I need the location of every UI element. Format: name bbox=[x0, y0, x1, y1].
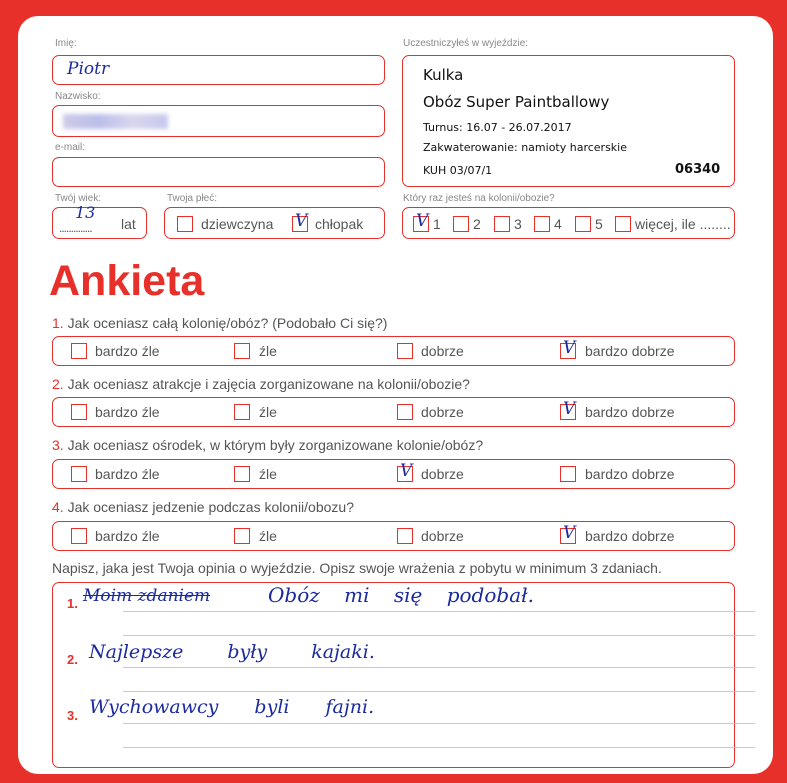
q3-check-mark: V bbox=[400, 461, 413, 481]
q2-zle-label: źle bbox=[259, 404, 277, 420]
q3-bardzo-zle-checkbox[interactable] bbox=[71, 466, 87, 482]
age-value: 13 bbox=[75, 203, 96, 222]
gender-girl-label: dziewczyna bbox=[201, 216, 274, 232]
visit-count-label: Który raz jesteś na kolonii/obozie? bbox=[403, 193, 555, 204]
q2-bardzo-zle-checkbox[interactable] bbox=[71, 404, 87, 420]
sentence-1-text: Obóz mi się podobał. bbox=[268, 583, 534, 607]
q3-zle-checkbox[interactable] bbox=[234, 466, 250, 482]
visit-more-checkbox[interactable] bbox=[615, 216, 631, 232]
sentence-3-text: Wychowawcy byli fajni. bbox=[89, 696, 375, 718]
trip-camp: Obóz Super Paintballowy bbox=[423, 93, 610, 111]
q3-zle-label: źle bbox=[259, 466, 277, 482]
question-4-options bbox=[52, 521, 735, 551]
age-field[interactable] bbox=[52, 203, 147, 239]
sentence-3-number: 3. bbox=[67, 708, 78, 723]
visit-3-label: 3 bbox=[514, 216, 522, 232]
q1-dobrze-checkbox[interactable] bbox=[397, 343, 413, 359]
trip-number: 06340 bbox=[675, 162, 721, 177]
gender-label: Twoja płeć: bbox=[167, 193, 218, 204]
q1-zle-checkbox[interactable] bbox=[234, 343, 250, 359]
q4-bardzo-dobrze-checkbox[interactable] bbox=[560, 523, 576, 544]
q2-dobrze-checkbox[interactable] bbox=[397, 404, 413, 420]
question-1-number: 1. bbox=[52, 315, 64, 331]
surname-field[interactable] bbox=[52, 105, 385, 137]
q4-dobrze-label: dobrze bbox=[421, 528, 464, 544]
question-4-number: 4. bbox=[52, 499, 64, 515]
visit-4-label: 4 bbox=[554, 216, 562, 232]
question-3-number: 3. bbox=[52, 437, 64, 453]
opinion-prompt: Napisz, jaka jest Twoja opinia o wyjeździe. Opisz swoje wrażenia z pobytu w minimum 3 zdaniach. bbox=[52, 560, 662, 576]
question-1-options bbox=[52, 336, 735, 366]
q1-dobrze-label: dobrze bbox=[421, 343, 464, 359]
visit-5-checkbox[interactable] bbox=[575, 216, 591, 232]
q3-dobrze-checkbox[interactable] bbox=[397, 461, 413, 482]
opinion-line-3 bbox=[123, 723, 755, 724]
opinion-line-1 bbox=[123, 611, 755, 612]
redacted-surname-blur bbox=[63, 114, 168, 129]
visit-1-label: 1 bbox=[433, 216, 441, 232]
question-1-label: Jak oceniasz całą kolonię/obóz? (Podobało Ci się?) bbox=[67, 315, 388, 331]
q4-bardzo-zle-checkbox[interactable] bbox=[71, 528, 87, 544]
q2-bardzo-dobrze-label: bardzo dobrze bbox=[585, 404, 675, 420]
q2-zle-checkbox[interactable] bbox=[234, 404, 250, 420]
q1-bardzo-dobrze-label: bardzo dobrze bbox=[585, 343, 675, 359]
q4-bardzo-zle-label: bardzo źle bbox=[95, 528, 160, 544]
sentence-2-text: Najlepsze były kajaki. bbox=[89, 641, 375, 663]
q1-bardzo-dobrze-checkbox[interactable] bbox=[560, 338, 576, 359]
visit-3-checkbox[interactable] bbox=[494, 216, 510, 232]
question-2-label: Jak oceniasz atrakcje i zajęcia zorganizowane na kolonii/obozie? bbox=[67, 376, 470, 392]
q2-bardzo-dobrze-checkbox[interactable] bbox=[560, 399, 576, 420]
question-4-label: Jak oceniasz jedzenie podczas kolonii/obozu? bbox=[67, 499, 354, 515]
email-label: e-mail: bbox=[55, 142, 86, 153]
trip-accommodation: Zakwaterowanie: namioty harcerskie bbox=[423, 141, 627, 154]
q1-bardzo-zle-label: bardzo źle bbox=[95, 343, 160, 359]
opinion-line-1b bbox=[123, 635, 755, 636]
visit-5-label: 5 bbox=[595, 216, 603, 232]
question-3-label: Jak oceniasz ośrodek, w którym były zorganizowane kolonie/obóz? bbox=[67, 437, 484, 453]
surname-label: Nazwisko: bbox=[55, 91, 101, 102]
trip-code: KUH 03/07/1 bbox=[423, 164, 493, 177]
visit-2-label: 2 bbox=[473, 216, 481, 232]
visit-more-label: więcej, ile ........ bbox=[635, 216, 731, 232]
q3-dobrze-label: dobrze bbox=[421, 466, 464, 482]
q3-bardzo-dobrze-label: bardzo dobrze bbox=[585, 466, 675, 482]
q2-dobrze-label: dobrze bbox=[421, 404, 464, 420]
visit-4-checkbox[interactable] bbox=[534, 216, 550, 232]
age-unit: lat bbox=[121, 216, 136, 232]
question-1-text bbox=[52, 315, 387, 331]
age-dots: .............. bbox=[59, 221, 92, 235]
opinion-line-2b bbox=[123, 691, 755, 692]
age-label: Twój wiek: bbox=[55, 193, 102, 204]
q2-bardzo-zle-label: bardzo źle bbox=[95, 404, 160, 420]
trip-info-box bbox=[402, 55, 735, 187]
name-label: Imię: bbox=[55, 38, 77, 49]
question-3-options bbox=[52, 459, 735, 489]
q4-bardzo-dobrze-label: bardzo dobrze bbox=[585, 528, 675, 544]
trip-name: Kulka bbox=[423, 66, 464, 84]
visit-count-field bbox=[402, 207, 735, 239]
sentence-1-struck: Moim zdaniem bbox=[83, 586, 211, 606]
q4-check-mark: V bbox=[563, 523, 576, 543]
visit-1-check-mark: V bbox=[416, 211, 429, 231]
q1-check-mark: V bbox=[563, 338, 576, 358]
visit-2-checkbox[interactable] bbox=[453, 216, 469, 232]
question-2-number: 2. bbox=[52, 376, 64, 392]
name-field[interactable] bbox=[52, 55, 385, 85]
question-4-text bbox=[52, 499, 354, 515]
gender-boy-checkbox[interactable] bbox=[292, 211, 308, 232]
question-2-options bbox=[52, 397, 735, 427]
q2-check-mark: V bbox=[563, 399, 576, 419]
q3-bardzo-zle-label: bardzo źle bbox=[95, 466, 160, 482]
q1-bardzo-zle-checkbox[interactable] bbox=[71, 343, 87, 359]
q4-dobrze-checkbox[interactable] bbox=[397, 528, 413, 544]
trip-turnus: Turnus: 16.07 - 26.07.2017 bbox=[423, 121, 572, 134]
opinion-line-2 bbox=[123, 667, 755, 668]
q1-zle-label: źle bbox=[259, 343, 277, 359]
q3-bardzo-dobrze-checkbox[interactable] bbox=[560, 466, 576, 482]
survey-card bbox=[18, 16, 773, 774]
gender-girl-checkbox[interactable] bbox=[177, 216, 193, 232]
gender-boy-label: chłopak bbox=[315, 216, 364, 232]
gender-field bbox=[164, 207, 385, 239]
name-value: Piotr bbox=[67, 59, 110, 79]
opinion-box[interactable] bbox=[52, 582, 735, 768]
q4-zle-checkbox[interactable] bbox=[234, 528, 250, 544]
sentence-1-number: 1. bbox=[67, 596, 78, 611]
survey-title: Ankieta bbox=[49, 257, 205, 305]
sentence-2-number: 2. bbox=[67, 652, 78, 667]
email-field[interactable] bbox=[52, 157, 385, 187]
gender-boy-check-mark: V bbox=[295, 211, 308, 231]
visit-1-checkbox[interactable] bbox=[413, 211, 429, 232]
trip-label: Uczestniczyłeś w wyjeździe: bbox=[403, 38, 529, 49]
question-3-text bbox=[52, 437, 483, 453]
q4-zle-label: źle bbox=[259, 528, 277, 544]
question-2-text bbox=[52, 376, 470, 392]
opinion-line-3b bbox=[123, 747, 755, 748]
